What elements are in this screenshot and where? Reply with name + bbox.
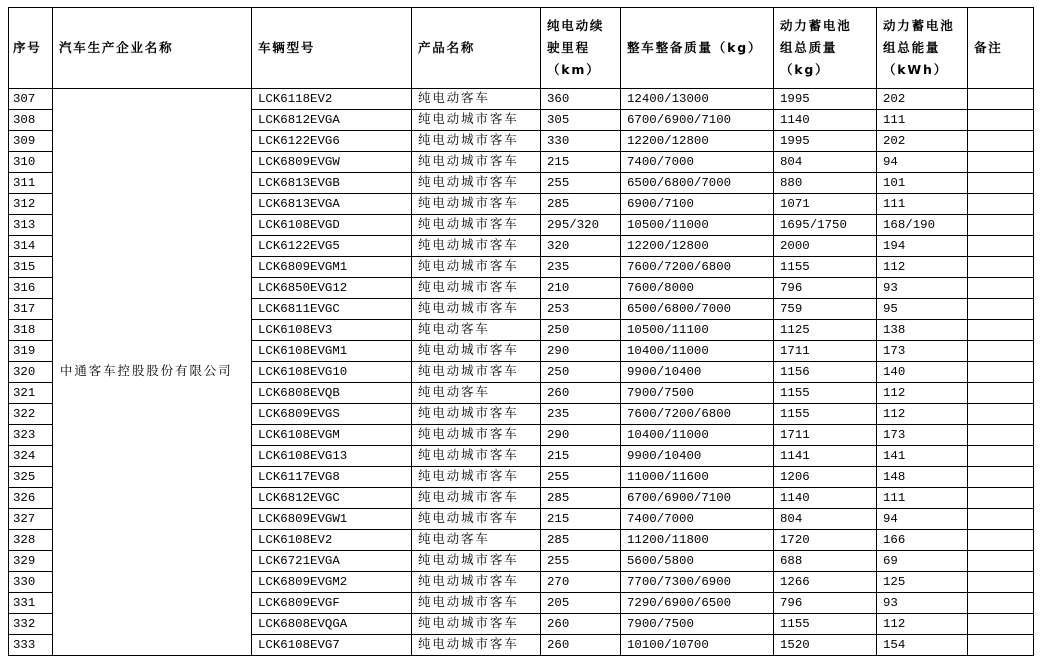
- cell-seq: 309: [9, 131, 53, 152]
- cell-curb-mass: 9900/10400: [621, 362, 774, 383]
- header-model: 车辆型号: [252, 8, 412, 89]
- cell-product: 纯电动城市客车: [412, 635, 541, 656]
- vehicle-table: [8, 7, 1034, 656]
- cell-range: 260: [541, 614, 621, 635]
- cell-seq: 311: [9, 173, 53, 194]
- cell-battery-mass: 880: [774, 173, 877, 194]
- cell-product: 纯电动城市客车: [412, 614, 541, 635]
- cell-model: LCK6117EVG8: [252, 467, 412, 488]
- cell-battery-mass: 1155: [774, 257, 877, 278]
- cell-battery-energy: 194: [877, 236, 968, 257]
- cell-range: 270: [541, 572, 621, 593]
- cell-model: LCK6118EV2: [252, 89, 412, 110]
- cell-remarks: [968, 89, 1034, 110]
- cell-battery-energy: 94: [877, 509, 968, 530]
- cell-product: 纯电动城市客车: [412, 131, 541, 152]
- cell-remarks: [968, 236, 1034, 257]
- cell-remarks: [968, 425, 1034, 446]
- cell-battery-energy: 111: [877, 194, 968, 215]
- cell-seq: 325: [9, 467, 53, 488]
- cell-range: 250: [541, 320, 621, 341]
- cell-remarks: [968, 614, 1034, 635]
- cell-battery-energy: 93: [877, 593, 968, 614]
- cell-product: 纯电动城市客车: [412, 278, 541, 299]
- cell-seq: 308: [9, 110, 53, 131]
- cell-battery-energy: 202: [877, 131, 968, 152]
- cell-battery-energy: 202: [877, 89, 968, 110]
- cell-range: 215: [541, 152, 621, 173]
- cell-battery-energy: 148: [877, 467, 968, 488]
- cell-product: 纯电动城市客车: [412, 341, 541, 362]
- cell-curb-mass: 10400/11000: [621, 341, 774, 362]
- cell-seq: 326: [9, 488, 53, 509]
- cell-seq: 324: [9, 446, 53, 467]
- cell-model: LCK6808EVQGA: [252, 614, 412, 635]
- cell-curb-mass: 7600/7200/6800: [621, 257, 774, 278]
- cell-seq: 307: [9, 89, 53, 110]
- cell-range: 235: [541, 404, 621, 425]
- cell-battery-energy: 125: [877, 572, 968, 593]
- cell-curb-mass: 11000/11600: [621, 467, 774, 488]
- cell-battery-mass: 804: [774, 152, 877, 173]
- cell-product: 纯电动城市客车: [412, 152, 541, 173]
- cell-model: LCK6108EVGM: [252, 425, 412, 446]
- cell-product: 纯电动城市客车: [412, 446, 541, 467]
- cell-range: 285: [541, 194, 621, 215]
- cell-model: LCK6813EVGA: [252, 194, 412, 215]
- header-seq: 序号: [9, 8, 53, 89]
- header-manufacturer: 汽车生产企业名称: [53, 8, 252, 89]
- cell-model: LCK6108EVGD: [252, 215, 412, 236]
- cell-model: LCK6809EVGW: [252, 152, 412, 173]
- cell-range: 285: [541, 488, 621, 509]
- header-product: 产品名称: [412, 8, 541, 89]
- cell-seq: 318: [9, 320, 53, 341]
- cell-battery-mass: 759: [774, 299, 877, 320]
- cell-remarks: [968, 278, 1034, 299]
- cell-range: 255: [541, 467, 621, 488]
- cell-range: 235: [541, 257, 621, 278]
- cell-curb-mass: 7600/8000: [621, 278, 774, 299]
- cell-seq: 333: [9, 635, 53, 656]
- header-battery-energy: 动力蓄电池 组总能量 （kWh）: [877, 8, 968, 89]
- cell-curb-mass: 10500/11000: [621, 215, 774, 236]
- cell-range: 260: [541, 383, 621, 404]
- cell-curb-mass: 6700/6900/7100: [621, 488, 774, 509]
- cell-battery-energy: 112: [877, 614, 968, 635]
- cell-remarks: [968, 509, 1034, 530]
- cell-battery-energy: 173: [877, 425, 968, 446]
- cell-remarks: [968, 362, 1034, 383]
- cell-curb-mass: 7900/7500: [621, 614, 774, 635]
- cell-range: 295/320: [541, 215, 621, 236]
- cell-remarks: [968, 194, 1034, 215]
- cell-model: LCK6812EVGA: [252, 110, 412, 131]
- cell-battery-mass: 1155: [774, 404, 877, 425]
- header-row: [9, 8, 1034, 89]
- cell-battery-mass: 1141: [774, 446, 877, 467]
- cell-battery-mass: 1711: [774, 341, 877, 362]
- cell-curb-mass: 9900/10400: [621, 446, 774, 467]
- cell-model: LCK6850EVG12: [252, 278, 412, 299]
- cell-battery-energy: 93: [877, 278, 968, 299]
- cell-battery-mass: 796: [774, 278, 877, 299]
- header-battery-mass: 动力蓄电池 组总质量 （kg）: [774, 8, 877, 89]
- cell-battery-mass: 1206: [774, 467, 877, 488]
- cell-seq: 329: [9, 551, 53, 572]
- cell-model: LCK6809EVGF: [252, 593, 412, 614]
- cell-curb-mass: 6500/6800/7000: [621, 173, 774, 194]
- cell-seq: 310: [9, 152, 53, 173]
- cell-curb-mass: 12400/13000: [621, 89, 774, 110]
- cell-battery-mass: 1711: [774, 425, 877, 446]
- cell-seq: 316: [9, 278, 53, 299]
- cell-range: 215: [541, 446, 621, 467]
- cell-product: 纯电动城市客车: [412, 257, 541, 278]
- cell-range: 320: [541, 236, 621, 257]
- header-curb-mass: 整车整备质量（kg）: [621, 8, 774, 89]
- cell-remarks: [968, 320, 1034, 341]
- cell-product: 纯电动城市客车: [412, 362, 541, 383]
- cell-battery-mass: 796: [774, 593, 877, 614]
- cell-curb-mass: 7700/7300/6900: [621, 572, 774, 593]
- cell-remarks: [968, 572, 1034, 593]
- cell-curb-mass: 6900/7100: [621, 194, 774, 215]
- cell-range: 250: [541, 362, 621, 383]
- cell-seq: 330: [9, 572, 53, 593]
- cell-model: LCK6122EVG5: [252, 236, 412, 257]
- cell-remarks: [968, 530, 1034, 551]
- cell-battery-mass: 1071: [774, 194, 877, 215]
- cell-curb-mass: 12200/12800: [621, 131, 774, 152]
- cell-seq: 323: [9, 425, 53, 446]
- cell-remarks: [968, 299, 1034, 320]
- cell-battery-mass: 1995: [774, 131, 877, 152]
- cell-remarks: [968, 593, 1034, 614]
- cell-curb-mass: 10100/10700: [621, 635, 774, 656]
- cell-seq: 319: [9, 341, 53, 362]
- cell-model: LCK6809EVGM2: [252, 572, 412, 593]
- cell-battery-energy: 111: [877, 110, 968, 131]
- cell-model: LCK6108EVG13: [252, 446, 412, 467]
- cell-seq: 317: [9, 299, 53, 320]
- cell-seq: 313: [9, 215, 53, 236]
- cell-remarks: [968, 383, 1034, 404]
- cell-battery-mass: 1520: [774, 635, 877, 656]
- cell-product: 纯电动城市客车: [412, 572, 541, 593]
- cell-battery-energy: 138: [877, 320, 968, 341]
- cell-range: 290: [541, 425, 621, 446]
- cell-remarks: [968, 110, 1034, 131]
- cell-battery-energy: 95: [877, 299, 968, 320]
- header-remarks: 备注: [968, 8, 1034, 89]
- cell-curb-mass: 6700/6900/7100: [621, 110, 774, 131]
- cell-manufacturer: 中通客车控股股份有限公司: [53, 89, 252, 656]
- cell-seq: 322: [9, 404, 53, 425]
- cell-battery-energy: 94: [877, 152, 968, 173]
- cell-model: LCK6809EVGW1: [252, 509, 412, 530]
- cell-product: 纯电动城市客车: [412, 173, 541, 194]
- cell-battery-mass: 1125: [774, 320, 877, 341]
- cell-curb-mass: 11200/11800: [621, 530, 774, 551]
- cell-model: LCK6809EVGM1: [252, 257, 412, 278]
- cell-curb-mass: 5600/5800: [621, 551, 774, 572]
- cell-model: LCK6811EVGC: [252, 299, 412, 320]
- cell-battery-energy: 112: [877, 404, 968, 425]
- table-body: [9, 89, 1034, 656]
- cell-model: LCK6108EV2: [252, 530, 412, 551]
- cell-battery-mass: 1155: [774, 383, 877, 404]
- cell-range: 253: [541, 299, 621, 320]
- cell-battery-energy: 111: [877, 488, 968, 509]
- cell-remarks: [968, 551, 1034, 572]
- cell-product: 纯电动城市客车: [412, 194, 541, 215]
- cell-product: 纯电动城市客车: [412, 509, 541, 530]
- cell-curb-mass: 7400/7000: [621, 152, 774, 173]
- cell-model: LCK6721EVGA: [252, 551, 412, 572]
- cell-curb-mass: 7600/7200/6800: [621, 404, 774, 425]
- cell-battery-energy: 173: [877, 341, 968, 362]
- cell-range: 255: [541, 551, 621, 572]
- cell-battery-energy: 168/190: [877, 215, 968, 236]
- cell-seq: 321: [9, 383, 53, 404]
- cell-curb-mass: 7290/6900/6500: [621, 593, 774, 614]
- cell-remarks: [968, 404, 1034, 425]
- cell-curb-mass: 7400/7000: [621, 509, 774, 530]
- cell-product: 纯电动城市客车: [412, 551, 541, 572]
- cell-product: 纯电动客车: [412, 320, 541, 341]
- cell-product: 纯电动城市客车: [412, 425, 541, 446]
- cell-range: 260: [541, 635, 621, 656]
- cell-remarks: [968, 152, 1034, 173]
- cell-battery-energy: 101: [877, 173, 968, 194]
- cell-battery-energy: 141: [877, 446, 968, 467]
- cell-curb-mass: 10500/11100: [621, 320, 774, 341]
- cell-range: 255: [541, 173, 621, 194]
- cell-range: 215: [541, 509, 621, 530]
- cell-product: 纯电动城市客车: [412, 236, 541, 257]
- cell-battery-mass: 2000: [774, 236, 877, 257]
- cell-battery-energy: 154: [877, 635, 968, 656]
- cell-battery-mass: 1140: [774, 488, 877, 509]
- cell-battery-energy: 112: [877, 257, 968, 278]
- cell-model: LCK6812EVGC: [252, 488, 412, 509]
- cell-product: 纯电动客车: [412, 530, 541, 551]
- cell-remarks: [968, 173, 1034, 194]
- cell-curb-mass: 12200/12800: [621, 236, 774, 257]
- cell-battery-mass: 1155: [774, 614, 877, 635]
- cell-product: 纯电动城市客车: [412, 110, 541, 131]
- cell-battery-energy: 166: [877, 530, 968, 551]
- header-range: 纯电动续 驶里程 （km）: [541, 8, 621, 89]
- cell-seq: 327: [9, 509, 53, 530]
- cell-model: LCK6808EVQB: [252, 383, 412, 404]
- cell-battery-mass: 1140: [774, 110, 877, 131]
- cell-battery-mass: 804: [774, 509, 877, 530]
- cell-battery-energy: 140: [877, 362, 968, 383]
- cell-model: LCK6108EVGM1: [252, 341, 412, 362]
- cell-battery-mass: 1995: [774, 89, 877, 110]
- cell-battery-energy: 69: [877, 551, 968, 572]
- cell-battery-mass: 1720: [774, 530, 877, 551]
- cell-curb-mass: 7900/7500: [621, 383, 774, 404]
- cell-product: 纯电动客车: [412, 89, 541, 110]
- cell-seq: 332: [9, 614, 53, 635]
- cell-battery-mass: 1156: [774, 362, 877, 383]
- cell-range: 305: [541, 110, 621, 131]
- cell-product: 纯电动城市客车: [412, 488, 541, 509]
- cell-battery-mass: 1695/1750: [774, 215, 877, 236]
- table-row: [9, 89, 1034, 110]
- cell-remarks: [968, 341, 1034, 362]
- cell-remarks: [968, 215, 1034, 236]
- cell-range: 285: [541, 530, 621, 551]
- cell-range: 290: [541, 341, 621, 362]
- cell-range: 330: [541, 131, 621, 152]
- cell-model: LCK6813EVGB: [252, 173, 412, 194]
- cell-range: 205: [541, 593, 621, 614]
- cell-product: 纯电动城市客车: [412, 299, 541, 320]
- cell-remarks: [968, 635, 1034, 656]
- cell-remarks: [968, 257, 1034, 278]
- cell-battery-energy: 112: [877, 383, 968, 404]
- cell-range: 360: [541, 89, 621, 110]
- cell-product: 纯电动城市客车: [412, 404, 541, 425]
- cell-seq: 320: [9, 362, 53, 383]
- cell-battery-mass: 1266: [774, 572, 877, 593]
- cell-product: 纯电动城市客车: [412, 215, 541, 236]
- cell-seq: 312: [9, 194, 53, 215]
- cell-seq: 331: [9, 593, 53, 614]
- cell-product: 纯电动城市客车: [412, 593, 541, 614]
- cell-model: LCK6809EVGS: [252, 404, 412, 425]
- cell-seq: 328: [9, 530, 53, 551]
- cell-remarks: [968, 488, 1034, 509]
- cell-battery-mass: 688: [774, 551, 877, 572]
- cell-seq: 314: [9, 236, 53, 257]
- cell-curb-mass: 10400/11000: [621, 425, 774, 446]
- cell-remarks: [968, 467, 1034, 488]
- cell-range: 210: [541, 278, 621, 299]
- cell-remarks: [968, 131, 1034, 152]
- cell-product: 纯电动城市客车: [412, 467, 541, 488]
- cell-model: LCK6108EV3: [252, 320, 412, 341]
- cell-model: LCK6122EVG6: [252, 131, 412, 152]
- cell-seq: 315: [9, 257, 53, 278]
- cell-product: 纯电动客车: [412, 383, 541, 404]
- cell-curb-mass: 6500/6800/7000: [621, 299, 774, 320]
- cell-model: LCK6108EVG7: [252, 635, 412, 656]
- cell-remarks: [968, 446, 1034, 467]
- cell-model: LCK6108EVG10: [252, 362, 412, 383]
